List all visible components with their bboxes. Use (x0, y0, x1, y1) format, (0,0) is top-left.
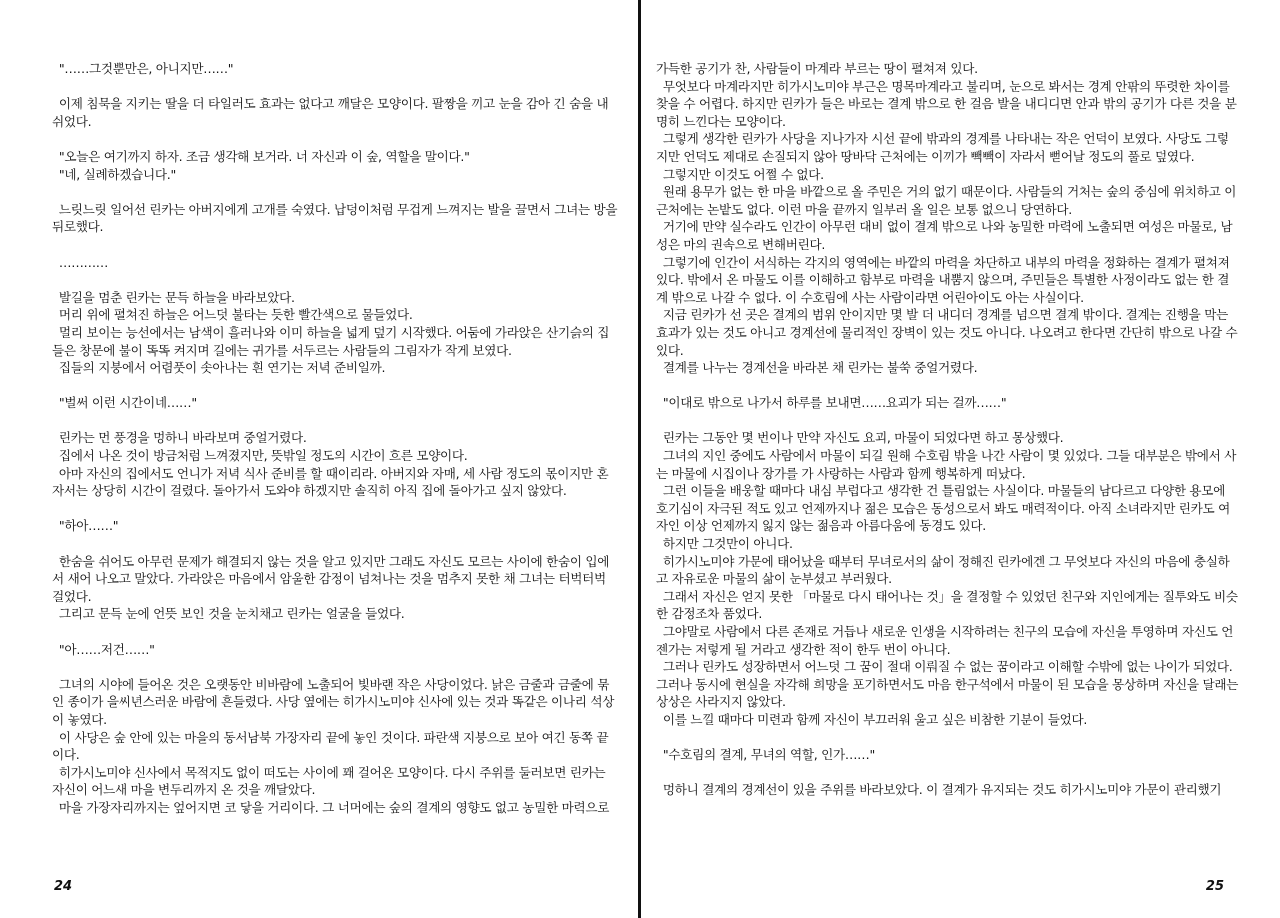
page-number-left: 24 (54, 879, 73, 895)
paragraph: "네, 실례하겠습니다." (58, 166, 176, 182)
paragraph: 이제 침묵을 지키는 딸을 더 타일러도 효과는 없다고 깨달은 모양이다. 팔짱을 끼고 눈을 감아 긴 숨을 내쉬었다. (52, 96, 609, 129)
paragraph: 그리고 문득 눈에 언뜻 보인 것을 눈치채고 린카는 얼굴을 들었다. (58, 606, 405, 622)
left-page (0, 0, 638, 918)
paragraph: 무엇보다 마계라지만 히가시노미야 부근은 명목마계라고 불리며, 눈으로 봐서는 경계 안팎의 뚜렷한 차이를 찾을 수 어렵다. 하지만 린카가 들은 바로는 결계 밖으로 한 걸음 발을 내디디면 안과 밖의 공기가 다른 것을 분명히 느낀다는 모양이다. (656, 78, 1237, 129)
paragraph: 히가시노미야 가문에 태어났을 때부터 무녀로서의 삶이 정해진 린카에겐 그 무엇보다 자신의 마음에 충실하고 자유로운 마물의 삶이 눈부셨고 부러웠다. (656, 553, 1230, 587)
paragraph: 린카는 그동안 몇 번이나 만약 자신도 요괴, 마물이 되었다면 하고 몽상했다. (662, 430, 1064, 446)
paragraph: 히가시노미야 신사에서 목적지도 없이 떠도는 사이에 꽤 걸어온 모양이다. 다시 주위를 둘러보면 린카는 자신이 어느새 마을 변두리까지 온 것을 깨달았다. (52, 764, 606, 798)
paragraph: "하아……" (58, 518, 119, 534)
paragraph: 그래서 자신은 얻지 못한 「마물로 다시 태어나는 것」을 결정할 수 있었던 친구와 지인에게는 질투와도 비슷한 감정조차 품었다. (656, 588, 1238, 622)
paragraph: 이 사당은 숲 안에 있는 마을의 동서남북 가장자리 끝에 놓인 것이다. 파란색 지붕으로 보아 여긴 동쪽 끝이다. (52, 729, 609, 763)
paragraph: 한숨을 쉬어도 아무런 문제가 해결되지 않는 것을 알고 있지만 그래도 자신도 모르는 사이에 한숨이 입에서 새어 나오고 말았다. 가라앉은 마음에서 암울한 감정이 넘쳐나는 것을 멈추지 못한 채 그녀는 터벅터벅 걸었다. (52, 553, 610, 604)
paragraph: 그런 이들을 배웅할 때마다 내심 부럽다고 생각한 건 틀림없는 사실이다. 마물들의 남다르고 다양한 용모에 호기심이 자극된 적도 있고 언제까지나 젊은 모습은 동성으로서 봐도 매력적이다. 아직 소녀라지만 린카도 여자인 이상 언제까지 잃지 않는 젊음과 아름다움에 동경도 있다. (656, 483, 1230, 534)
paragraph: 원래 용무가 없는 한 마을 바깥으로 올 주민은 거의 없기 때문이다. 사람들의 거처는 숲의 중심에 위치하고 이 근처에는 논밭도 없다. 이런 마을 끝까지 일부러 올 일은 보통 없으니 당연하다. (656, 184, 1237, 217)
paragraph: 그렇게 생각한 린카가 사당을 지나가자 시선 끝에 밖과의 경계를 나타내는 작은 언덕이 보였다. 사당도 그렇지만 언덕도 제대로 손질되지 않아 땅바닥 근처에는 이끼가 빽빽이 자라서 뻗어날 정도의 풀로 덮였다. (656, 131, 1229, 164)
right-page-text (656, 60, 1240, 799)
paragraph: "……그것뿐만은, 아니지만……" (58, 61, 234, 76)
left-page-text (52, 60, 618, 817)
gutter-divider (638, 0, 641, 918)
paragraph: "수호림의 결계, 무녀의 역할, 인가……" (662, 747, 875, 763)
paragraph: 이를 느낄 때마다 미련과 함께 자신이 부끄러워 울고 싶은 비참한 기분이 들었다. (662, 711, 1088, 727)
paragraph: "오늘은 여기까지 하자. 조금 생각해 보거라. 너 자신과 이 숲, 역할을 말이다." (58, 148, 470, 164)
paragraph: ………… (58, 254, 109, 270)
paragraph: 그러나 린카도 성장하면서 어느덧 그 꿈이 절대 이뤄질 수 없는 꿈이라고 이해할 수밖에 없는 나이가 되었다. 그러나 동시에 현실을 자각해 희망을 포기하면서도 마음 한구석에서 마물이 된 모습을 몽상하며 자신을 달래는 상상은 사라지지 않았다. (656, 659, 1239, 710)
paragraph: 발길을 멈춘 린카는 문득 하늘을 바라보았다. (58, 289, 295, 305)
paragraph: 린카는 먼 풍경을 멍하니 바라보며 중얼거렸다. (58, 430, 307, 446)
paragraph: 가득한 공기가 찬, 사람들이 마계라 부르는 땅이 펼쳐져 있다. (656, 61, 978, 76)
paragraph: 지금 린카가 선 곳은 결계의 범위 안이지만 몇 발 더 내디더 경계를 넘으면 결계 밖이다. 결계는 진행을 막는 효과가 있는 것도 아니고 경계선에 물리적인 장벽이 있는 것도 아니다. 나오려고 한다면 간단히 밖으로 나갈 수 있다. (656, 307, 1238, 358)
paragraph: 아마 자신의 집에서도 언니가 저녁 식사 준비를 할 때이리라. 아버지와 자매, 세 사람 정도의 몫이지만 혼자서는 상당히 시간이 걸렸다. 돌아가서 도와야 하겠지만 솔직히 아직 집에 돌아가고 싶지 않았다. (52, 465, 609, 499)
paragraph: 그녀의 시야에 들어온 것은 오랫동안 비바람에 노출되어 빛바랜 작은 사당이었다. 낡은 금줄과 금줄에 묶인 종이가 을씨년스러운 바람에 흔들렸다. 사당 옆에는 히가시노미야 신사에 있는 것과 똑같은 이나리 석상이 놓였다. (52, 676, 615, 727)
paragraph: 집들의 지붕에서 어렴풋이 솟아나는 흰 연기는 저녁 준비일까. (58, 360, 386, 376)
paragraph: 집에서 나온 것이 방금처럼 느껴졌지만, 뜻밖일 정도의 시간이 흐른 모양이다. (58, 448, 468, 464)
paragraph: 하지만 그것만이 아니다. (662, 536, 793, 552)
paragraph: 그렇지만 이것도 어쩔 수 없다. (662, 166, 824, 182)
paragraph: 느릿느릿 일어선 린카는 아버지에게 고개를 숙였다. 납덩이처럼 무겁게 느껴지는 발을 끌면서 그녀는 방을 뒤로했다. (52, 201, 618, 235)
paragraph: 결계를 나누는 경계선을 바라본 채 린카는 불쑥 중얼거렸다. (662, 360, 978, 376)
paragraph: 거기에 만약 실수라도 인간이 아무런 대비 없이 결계 밖으로 나와 농밀한 마력에 노출되면 여성은 마물로, 남성은 마의 권속으로 변해버린다. (656, 219, 1233, 252)
paragraph: "아……저건……" (58, 641, 155, 657)
paragraph: "벌써 이런 시간이네……" (58, 395, 197, 411)
paragraph: 그야말로 사람에서 다른 존재로 거듭나 새로운 인생을 시작하려는 친구의 모습에 자신을 투영하며 자신도 언젠가는 저렇게 될 거라고 생각한 적이 한두 번이 아니다. (656, 624, 1234, 657)
paragraph: "이대로 밖으로 나가서 하루를 보내면……요괴가 되는 걸까……" (662, 395, 1007, 411)
paragraph: 머리 위에 펼쳐진 하늘은 어느덧 불타는 듯한 빨간색으로 물들었다. (58, 307, 413, 323)
paragraph: 멍하니 결계의 경계선이 있을 주위를 바라보았다. 이 결계가 유지되는 것도 히가시노미야 가문이 관리했기 (662, 782, 1222, 798)
page-number-right: 25 (1205, 879, 1224, 895)
right-page (642, 0, 1280, 918)
paragraph: 그렇기에 인간이 서식하는 각지의 영역에는 바깥의 마력을 차단하고 내부의 마력을 정화하는 결계가 펼쳐져 있다. 밖에서 온 마물도 이를 이해하고 함부로 마력을 내뿜지 않으며, 주민들은 특별한 사정이라도 없는 한 결계 밖으로 나갈 수 없다. 이 수호림에 사는 사람이라면 어린아이도 아는 사실이다. (656, 254, 1230, 305)
paragraph: 멀리 보이는 능선에서는 남색이 흘러나와 이미 하늘을 넓게 덮기 시작했다. 어둠에 가라앉은 산기슭의 집들은 창문에 불이 똑똑 켜지며 길에는 귀가를 서두르는 사람들의 그림자가 작게 보였다. (52, 324, 610, 358)
paragraph: 그녀의 지인 중에도 사람에서 마물이 되길 원해 수호림 밖을 나간 사람이 몇 있었다. 그들 대부분은 밖에서 사는 마물에 시집이나 장가를 가 사랑하는 사람과 함께 행복하게 떠났다. (656, 448, 1237, 481)
paragraph: 마을 가장자리까지는 엎어지면 코 닿을 거리이다. 그 너머에는 숲의 결계의 영향도 없고 농밀한 마력으로 (58, 799, 610, 815)
